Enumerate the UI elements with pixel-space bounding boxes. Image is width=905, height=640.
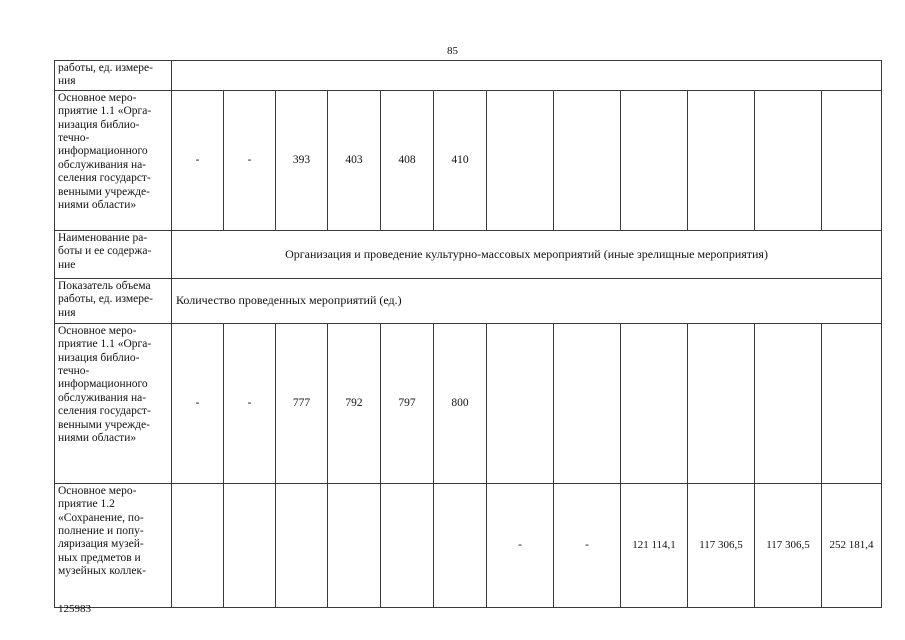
value-cell: [688, 323, 755, 483]
value-cell: 252 181,4: [822, 483, 882, 607]
table-row-indicator-continued: [55, 61, 882, 91]
value-cell: -: [487, 483, 554, 607]
row-label: Показатель объема работы, ед. измере- ния: [55, 278, 172, 323]
table-row-measure-1-1-events: [55, 323, 882, 483]
row-label: Наименование ра- боты и ее содержа- ние: [55, 230, 172, 278]
value-cell: [434, 483, 487, 607]
value-cell: [224, 483, 276, 607]
indicator-text: Количество проведенных мероприятий (ед.): [172, 278, 882, 323]
value-cell: 393: [276, 90, 328, 230]
table-row-volume-indicator: [55, 278, 882, 323]
row-label: Основное меро- приятие 1.1 «Орга- низация библио- течно- информационного обслуживания на- селения государст- венными учрежде- ниями области»: [55, 323, 172, 483]
table-row-measure-1-2-museums: [55, 483, 882, 607]
row-label: Основное меро- приятие 1.1 «Орга- низация библио- течно- информационного обслуживания на- селения государст- венными учрежде- ниями области»: [55, 90, 172, 230]
row-label: Основное меро- приятие 1.2 «Сохранение, по- полнение и попу- ляризация музей- ных предметов и музейных коллек-: [55, 483, 172, 607]
program-table: [54, 60, 882, 608]
value-cell: 117 306,5: [688, 483, 755, 607]
row-label: работы, ед. измере- ния: [55, 61, 172, 91]
value-cell: [755, 90, 822, 230]
value-cell: 117 306,5: [755, 483, 822, 607]
value-cell: [621, 90, 688, 230]
value-cell: 410: [434, 90, 487, 230]
value-cell: 800: [434, 323, 487, 483]
value-cell: [688, 90, 755, 230]
value-cell: [487, 323, 554, 483]
value-cell: -: [224, 323, 276, 483]
value-cell: [554, 90, 621, 230]
value-cell: [554, 323, 621, 483]
table-row-work-name: [55, 230, 882, 278]
value-cell: [276, 483, 328, 607]
empty-merged-cell: [172, 61, 882, 91]
value-cell: [381, 483, 434, 607]
value-cell: 408: [381, 90, 434, 230]
value-cell: [328, 483, 381, 607]
value-cell: 403: [328, 90, 381, 230]
table-row-measure-1-1-libraries: [55, 90, 882, 230]
value-cell: 121 114,1: [621, 483, 688, 607]
value-cell: [822, 323, 882, 483]
document-code: 125983: [58, 603, 91, 615]
value-cell: [487, 90, 554, 230]
value-cell: -: [224, 90, 276, 230]
page-number: 85: [447, 45, 458, 57]
value-cell: [755, 323, 822, 483]
value-cell: 777: [276, 323, 328, 483]
value-cell: [621, 323, 688, 483]
value-cell: [172, 483, 224, 607]
work-name-text: Организация и проведение культурно-массовых мероприятий (иные зрелищные мероприятия): [172, 230, 882, 278]
value-cell: 792: [328, 323, 381, 483]
value-cell: [822, 90, 882, 230]
value-cell: 797: [381, 323, 434, 483]
value-cell: -: [172, 90, 224, 230]
value-cell: -: [554, 483, 621, 607]
value-cell: -: [172, 323, 224, 483]
